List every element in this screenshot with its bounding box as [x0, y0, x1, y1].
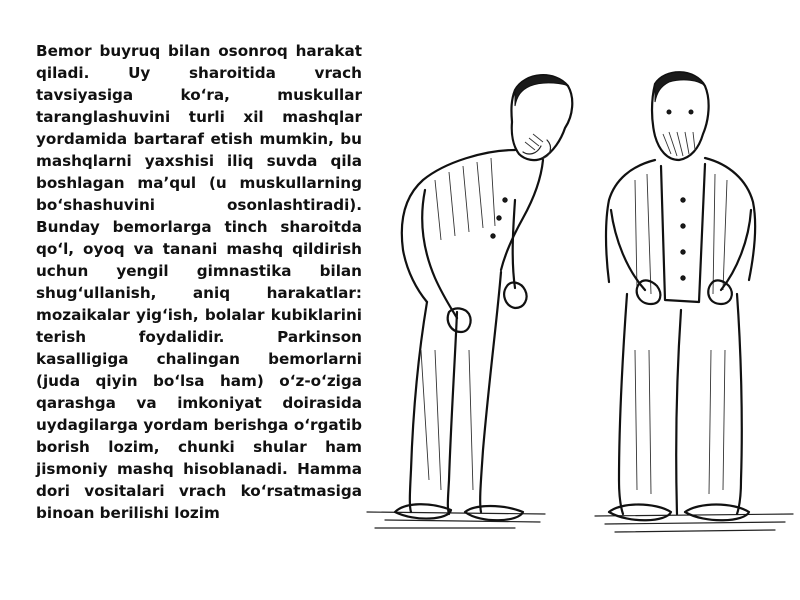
body-paragraph: Bemor buyruq bilan osonroq harakat qiladi. Uy sharoitida vrach tavsiyasiga koʻra, muskullar taranglashuvini turli xil mashqlar yordamida bartaraf etish mumkin, bu mashqlarni yaxshisi iliq suvda qila boshlagan maʼqul (u muskullarning boʻshashuvini osonlashtiradi). Bunday bemorlarga tinch sharoitda qoʻl, oyoq va tanani mashq qildirish uchun yengil gimnastika bilan shugʻullanish, aniq harakatlar: mozaikalar yigʻish, bolalar kubiklarini terish foydalidir. Parkinson kasalligiga chalingan bemorlarni (juda qiyin boʻlsa ham) oʻz-oʻziga qarashga va imkoniyat doirasida uydagilarga yordam berishga oʻrgatib borish lozim, chunki shular ham jismoniy mashq hisoblanadi. Hamma dori vositalari vrach koʻrsatmasiga binoan berilishi lozim	[36, 42, 362, 522]
parkinson-patients-illustration	[365, 50, 795, 550]
ground-lines	[367, 512, 793, 532]
stooped-figure-left	[395, 75, 572, 520]
illustration-svg	[365, 50, 795, 550]
standing-figure-right	[606, 72, 755, 520]
